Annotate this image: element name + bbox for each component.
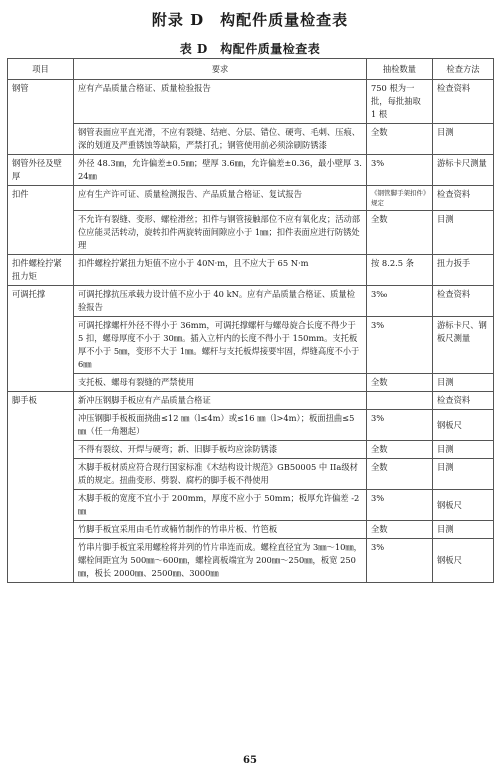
table-row [8,155,494,186]
requirement-cell: 竹脚手板宜采用由毛竹或楠竹制作的竹串片板、竹笆板 [74,521,367,539]
quantity-cell: 全数 [367,521,433,539]
header-inspection-method: 检查方法 [433,59,494,80]
quantity-cell: 全数 [367,374,433,392]
requirement-cell: 不允许有裂缝、变形、螺栓滑丝；扣件与钢管接触部位不应有氧化皮；活动部位应能灵活转动，旋转扣件两旋转面间隙应小于 1㎜；扣件表面应进行防锈处理 [74,211,367,255]
table-title: 表 D 构配件质量检查表 [179,42,321,56]
table-row [8,124,494,155]
item-cell: 钢管外径及壁厚 [8,155,74,186]
table-row [8,80,494,124]
table-row [8,392,494,410]
method-cell: 检查资料 [433,186,494,211]
header-item: 项目 [8,59,74,80]
quantity-cell: 750 根为一批，每批抽取 1 根 [367,80,433,124]
table-row [8,374,494,392]
quantity-cell: 3% [367,155,433,186]
requirement-cell: 外径 48.3㎜，允许偏差±0.5㎜；壁厚 3.6㎜，允许偏差±0.36，最小壁厚 3.24㎜ [74,155,367,186]
table-row [8,255,494,286]
page-number: 65 [243,755,257,766]
header-sample-quantity: 抽检数量 [367,59,433,80]
requirement-cell: 木脚手板材质应符合现行国家标准《木结构设计规范》GB50005 中 IIa级材质的规定。扭曲变形、劈裂、腐朽的脚手板不得使用 [74,459,367,490]
method-cell: 钢板尺 [433,539,494,583]
table-row [8,539,494,583]
table-row [8,186,494,211]
requirement-cell: 不得有裂纹、开焊与硬弯；新、旧脚手板均应涂防锈漆 [74,441,367,459]
requirement-cell: 木脚手板的宽度不宜小于 200mm，厚度不应小于 50mm；板厚允许偏差 -2 ㎜ [74,490,367,521]
requirement-cell: 冲压钢脚手板板面挠曲≤12 ㎜（l≤4m）或≤16 ㎜（l>4m）；板面扭曲≤5㎜（任一角翘起） [74,410,367,441]
requirement-cell: 扣件螺栓拧紧扭力矩值不应小于 40N·m，且不应大于 65 N·m [74,255,367,286]
method-cell: 检查资料 [433,392,494,410]
table-row [8,211,494,255]
quantity-cell: 3% [367,410,433,441]
requirement-cell: 应有产品质量合格证、质量检验报告 [74,80,367,124]
header-requirement: 要求 [74,59,367,80]
quantity-cell: 全数 [367,211,433,255]
method-cell: 扭力扳手 [433,255,494,286]
method-cell: 目测 [433,374,494,392]
method-cell: 目测 [433,124,494,155]
table-row [8,441,494,459]
table-row [8,317,494,374]
requirement-cell: 新冲压钢脚手板应有产品质量合格证 [74,392,367,410]
method-cell: 检查资料 [433,286,494,317]
method-cell: 检查资料 [433,80,494,124]
method-cell: 目测 [433,211,494,255]
item-cell: 脚手板 [8,392,74,583]
table-row [8,490,494,521]
method-cell: 目测 [433,459,494,490]
quantity-cell: 全数 [367,459,433,490]
quantity-cell: 《钢管脚手架扣件》规定 [367,186,433,211]
quantity-cell: 3% [367,539,433,583]
table-row [8,286,494,317]
quantity-cell: 3% [367,490,433,521]
method-cell: 钢板尺 [433,410,494,441]
inspection-table [7,58,494,583]
quantity-cell: 3‰ [367,286,433,317]
method-cell: 目测 [433,521,494,539]
table-row [8,410,494,441]
table-header-row [8,59,494,80]
item-cell: 扣件 [8,186,74,255]
item-cell: 钢管 [8,80,74,155]
table-row [8,459,494,490]
quantity-cell [367,392,433,410]
item-cell: 扣件螺栓拧紧扭力矩 [8,255,74,286]
quantity-cell: 全数 [367,124,433,155]
page-title: 附录 D 构配件质量检查表 [151,11,349,29]
requirement-cell: 应有生产许可证、质量检测报告、产品质量合格证、复试报告 [74,186,367,211]
requirement-cell: 钢管表面应平直光滑，不应有裂缝、结疤、分层、错位、硬弯、毛刺、压痕、深的划道及严重锈蚀等缺陷，严禁打孔；钢管使用前必须涂刷防锈漆 [74,124,367,155]
method-cell: 目测 [433,441,494,459]
requirement-cell: 竹串片脚手板宜采用螺栓将并列的竹片串连而成。螺栓直径宜为 3㎜～10㎜，螺栓间距宜为 500㎜～600㎜，螺栓离板端宜为 200㎜～250㎜，板宽 250㎜，板长 2000㎜、2500㎜、3000㎜ [74,539,367,583]
quantity-cell: 全数 [367,441,433,459]
requirement-cell: 支托板、螺母有裂缝的严禁使用 [74,374,367,392]
method-cell: 游标卡尺、钢板尺测量 [433,317,494,374]
quantity-cell: 按 8.2.5 条 [367,255,433,286]
method-cell: 游标卡尺测量 [433,155,494,186]
requirement-cell: 可调托撑螺杆外径不得小于 36mm，可调托撑螺杆与螺母旋合长度不得少于 5 扣，螺母厚度不小于 30㎜。插入立杆内的长度不得小于 150mm。支托板厚不小于 5㎜，变形不大于 1㎜。螺杆与支托板焊接要牢固，焊缝高度不小于 6㎜ [74,317,367,374]
item-cell: 可调托撑 [8,286,74,392]
quantity-cell: 3% [367,317,433,374]
requirement-cell: 可调托撑抗压承载力设计值不应小于 40 kN。应有产品质量合格证、质量检验报告 [74,286,367,317]
table-row [8,521,494,539]
method-cell: 钢板尺 [433,490,494,521]
